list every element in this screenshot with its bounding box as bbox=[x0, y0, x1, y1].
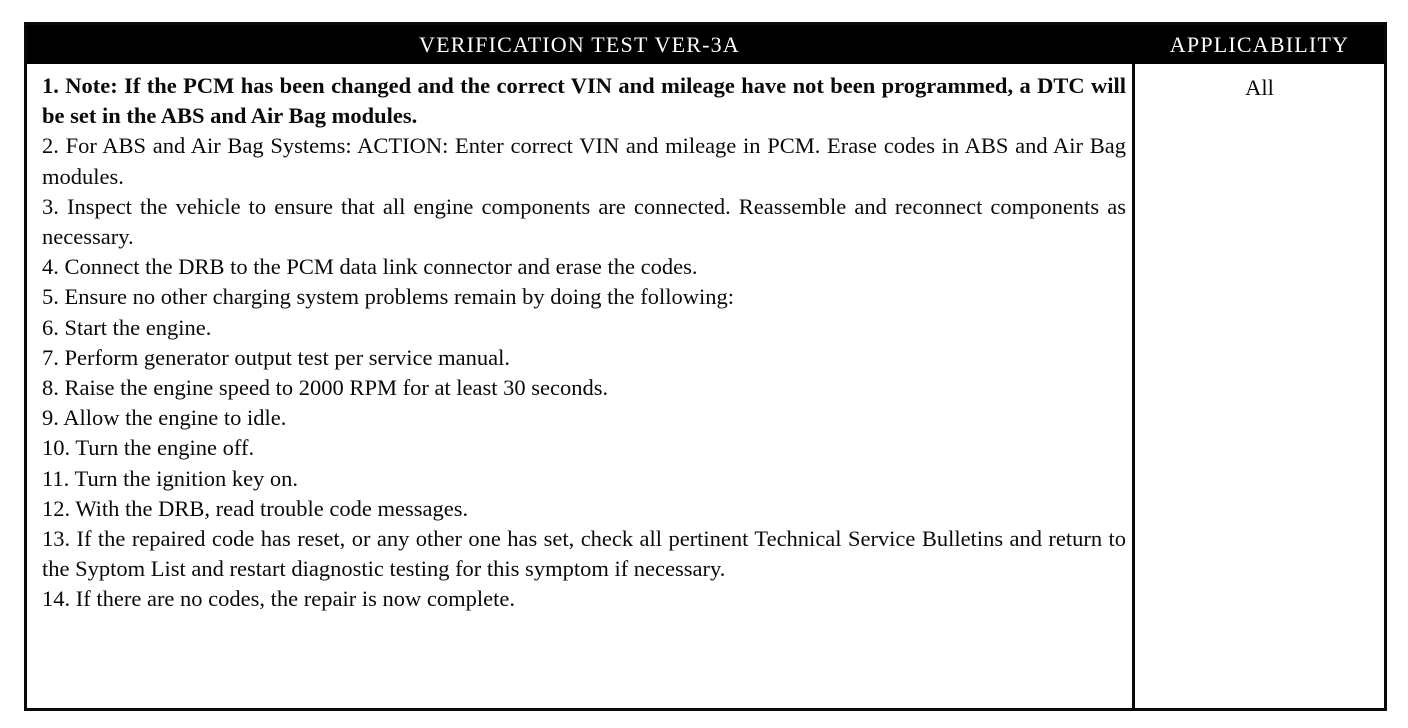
procedure-step-note: 1. Note: If the PCM has been changed and the correct VIN and mileage have not been programmed, a DTC will be set in the ABS and Air Bag modules. bbox=[42, 73, 1126, 129]
column-divider bbox=[1132, 64, 1135, 711]
applicability-column-header: APPLICABILITY bbox=[1169, 32, 1350, 57]
verification-test-table bbox=[24, 22, 1387, 711]
procedure-step: 9. Allow the engine to idle. bbox=[42, 405, 287, 431]
applicability-value: All bbox=[1245, 75, 1274, 100]
procedure-steps-list bbox=[42, 71, 1126, 615]
procedure-step: 5. Ensure no other charging system problems remain by doing the following: bbox=[42, 284, 734, 310]
procedure-step: 4. Connect the DRB to the PCM data link connector and erase the codes. bbox=[42, 254, 698, 280]
procedure-step: 14. If there are no codes, the repair is now complete. bbox=[42, 586, 515, 612]
procedure-step: 13. If the repaired code has reset, or any other one has set, check all pertinent Technical Service Bulletins and return to the Syptom List and restart diagnostic testing for this symptom if necessary. bbox=[42, 526, 1126, 582]
table-title: VERIFICATION TEST VER-3A bbox=[419, 32, 740, 57]
procedure-step: 7. Perform generator output test per service manual. bbox=[42, 344, 510, 370]
procedure-step: 6. Start the engine. bbox=[42, 314, 212, 340]
procedure-step: 12. With the DRB, read trouble code messages. bbox=[42, 495, 469, 521]
procedure-step: 10. Turn the engine off. bbox=[42, 435, 255, 461]
procedure-step: 2. For ABS and Air Bag Systems: ACTION: Enter correct VIN and mileage in PCM. Erase codes in ABS and Air Bag modules. bbox=[42, 133, 1126, 189]
procedure-step: 3. Inspect the vehicle to ensure that all engine components are connected. Reassemble and reconnect components as necessary. bbox=[42, 193, 1126, 250]
table-header bbox=[27, 25, 1384, 64]
procedure-step: 8. Raise the engine speed to 2000 RPM for at least 30 seconds. bbox=[42, 375, 609, 401]
procedure-step: 11. Turn the ignition key on. bbox=[42, 465, 299, 491]
